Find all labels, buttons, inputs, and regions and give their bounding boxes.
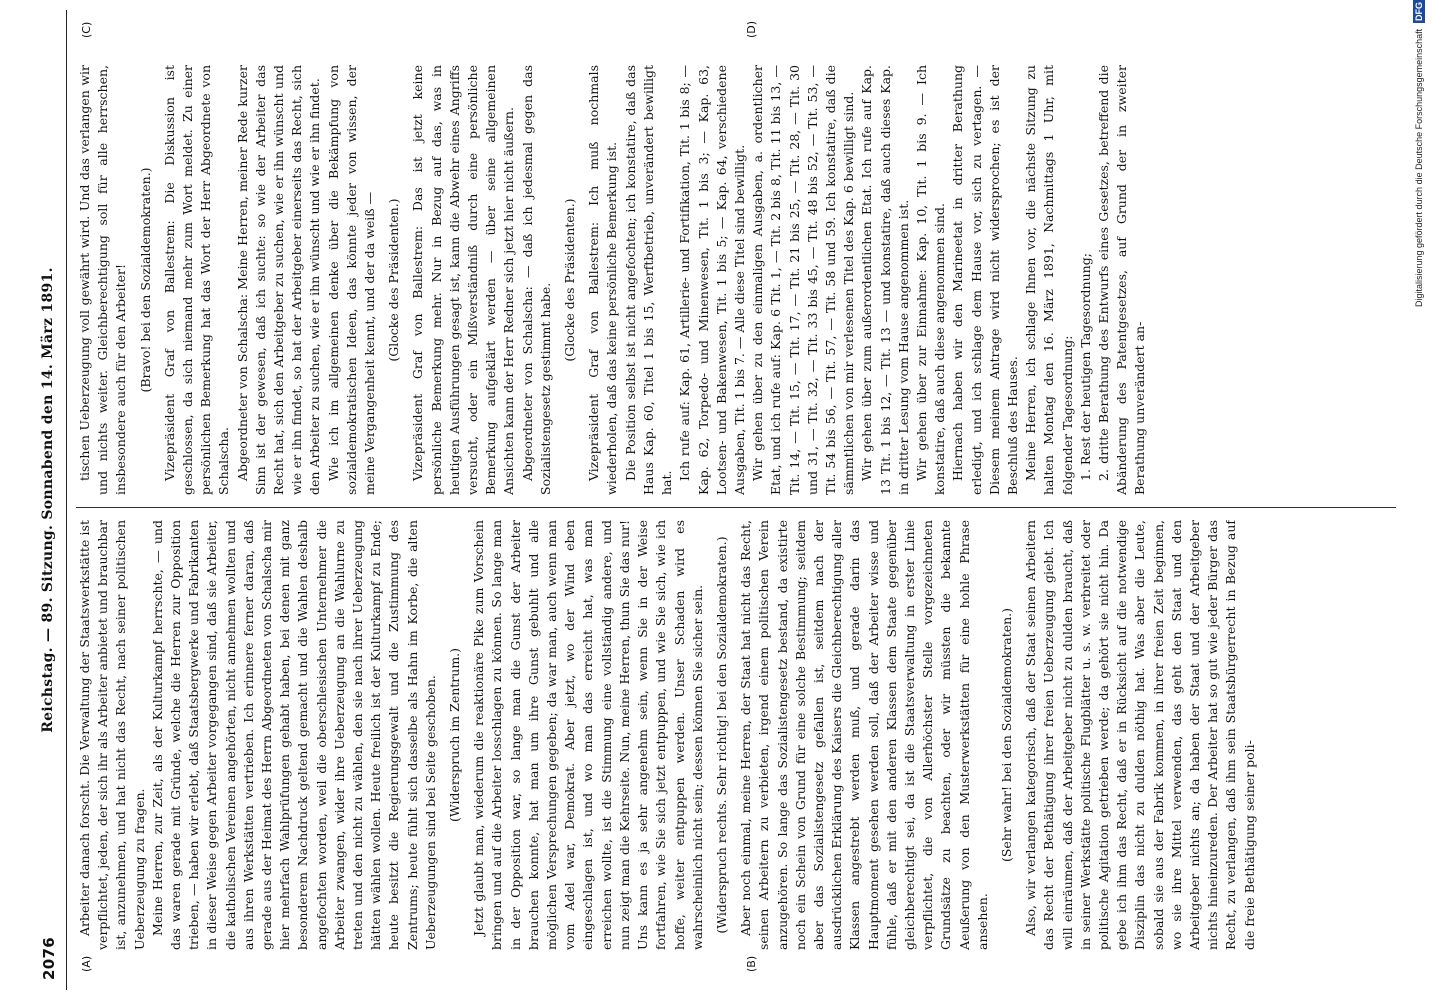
paragraph: Wie ich im allgemeinen denke über die Bekämpfung von sozialdemokratischen Ideen, das könnte jeder von wissen, der meine Vergangenheit kennt, und der da weiß — bbox=[325, 65, 378, 495]
interjection: (Widerspruch im Zentrum.) bbox=[447, 647, 463, 823]
paragraph: Wir gehen über zum außerordentlichen Etat. Ich rufe auf Kap. 13 Tit. 1 bis 12, — Tit. 13 — und konstatire, daß auch dieses Kap. in dritter Lesung vom Hause angenommen ist. bbox=[859, 65, 911, 495]
paragraph: Jetzt glaubt man, wiederum die reaktionäre Pike zum Vorschein bringen und auf die Arbeiter losschlagen zu können. So lange man in der Opposition war, so lange man die Gunst der Arbeiter brauchen konnte, hat man um ihre Gunst gebuhlt und alle möglichen Versprechungen gegeben; da war man, auch wenn man vom Adel war, Demokrat. Aber jetzt, wo der Wind eben eingeschlagen ist, und wo man das erreicht hat, was man erreichen wollte, ist die Stimmung eine vollständig andere, und nun zeigt man die Kehrseite. Nun, meine Herren, thun Sie das nur! Uns kann es ja sehr angenehm sein, wenn Sie in der Weise fortfahren, wie Sie sich jetzt entpuppen, und wie Sie sich, wie ich hoffe, weiter entpuppen werden. Unser Schaden wird es wahrscheinlich nicht sein; dessen können Sie sicher sein. bbox=[471, 520, 705, 950]
running-title: Reichstag. — 89. Sitzung. Sonnabend den 14. März 1891. bbox=[40, 267, 56, 733]
paragraph: Also, wir verlangen kategorisch, daß der Staat seinen Arbeitern das Recht der Bethätigung ihrer freien Ueberzeugung giebt. Ich will einräumen, daß der Arbeitgeber nicht zu dulden braucht, daß in seiner Werkstätte politische Flugblätter u. s. w. verbreitet oder politische Agitation getrieben werde; da gehört sie nicht hin. Da gebe ich ihm das Recht, daß er in Rücksicht auf die notwendige Disziplin das nicht zu dulden nöthig hat. Was aber die Leute, sobald sie aus der Fabrik kommen, in ihrer freien Zeit beginnen, wo sie ihre Mittel verwenden, das geht den Staat und den Arbeitgeber nichts an; da haben der Staat und der Arbeitgeber nichts hineinzureden. Der Arbeiter hat so gut wie jeder Bürger das Recht, zu verlangen, daß ihm sein Staatsbürgerrecht in Bezug auf die freie Bethätigung seiner poli- bbox=[1023, 520, 1257, 950]
paragraph: Arbeiter danach forscht. Die Verwaltung der Staatswerkstätte ist verpflichtet, jeden, der sich ihr als Arbeiter anbietet und brauchbar ist, anzunehmen, und hat nicht das Recht, nach seiner politischen Ueberzeugung zu fragen. bbox=[77, 520, 147, 950]
margin-marker-c: (C) bbox=[80, 21, 93, 38]
digitization-credit bbox=[1410, 0, 1428, 1000]
list-item: 2. dritte Berathung des Entwurfs eines Gesetzes, betreffend die Abänderung des Patentgesetzes, auf Grund der in zweiter Berathung unverändert an- bbox=[1095, 65, 1148, 495]
paragraph: Vizepräsident Graf von Ballestrem: Die Diskussion ist geschlossen, da sich niemand mehr zum Wort meldet. Zu einer persönlichen Bemerkung hat das Wort der Herr Abgeordnete von Schalscha. bbox=[161, 65, 232, 495]
running-header bbox=[38, 0, 68, 1000]
margin-marker-d: (D) bbox=[745, 20, 758, 38]
dfg-logo: DFG bbox=[1414, 2, 1424, 21]
interjection: (Bravo! bei den Sozialdemokraten.) bbox=[137, 167, 153, 393]
interjection: (Glocke des Präsidenten.) bbox=[562, 198, 578, 362]
paragraph: Vizepräsident Graf von Ballestrem: Das ist jetzt keine persönliche Bemerkung mehr. Nur in Bezug auf das, was in heutigen Ausführungen gesagt ist, kann die Abwehr eines Angriffs versucht, oder ein Mißverständniß durch eine persönliche Bemerkung aufgeklärt werden — über seine allgemeinen Ansichten kann der Herr Redner sich jetzt hier nicht äußern. bbox=[410, 65, 517, 495]
header-rule bbox=[66, 10, 67, 990]
list-item: 1. Rest der heutigen Tagesordnung; bbox=[1077, 253, 1093, 481]
text-column-left bbox=[76, 520, 1406, 950]
paragraph: Wir gehen über zur Einnahme: Kap. 10, Tit. 1 bis 9. — Ich konstatire, daß auch diese angenommen sind. bbox=[913, 65, 948, 495]
paragraph: Abgeordneter von Schalscha: Meine Herren, meiner Rede kurzer Sinn ist der gewesen, daß ich suchte: so wie der Arbeiter das Recht hat, sich den Arbeitgeber zu suchen, wie er ihn wünscht und wie er ihn findet, so hat der Arbeitgeber einerseits das Recht, sich den Arbeiter zu suchen, wie er ihn wünscht und wie er ihn findet. bbox=[234, 65, 323, 495]
paragraph: Vizepräsident Graf von Ballestrem: Ich muß nochmals wiederholen, daß das keine persönliche Bemerkung ist. bbox=[586, 65, 620, 495]
column-divider bbox=[76, 507, 1396, 508]
margin-marker-a: (A) bbox=[80, 955, 93, 972]
page-number: 2076 bbox=[40, 937, 58, 980]
paragraph: Die Position selbst ist nicht angefochten; ich konstatire, daß das Haus Kap. 60, Titel 1 bis 15, Werftbetrieb, unverändert bewilligt hat. bbox=[622, 65, 675, 495]
credit-text: Digitalisierung gefördert durch die Deutsche Forschungsgemeinschaft bbox=[1414, 29, 1424, 308]
paragraph: Ich rufe auf: Kap. 61, Artillerie- und Fortifikation, Tit. 1 bis 8; — Kap. 62, Torpedo- und Minenwesen, Tit. 1 bis 3; — Kap. 63, Lootsen- und Bakenwesen, Tit. 1 bis 5; — Kap. 64, verschiedene Ausgaben, Tit. 1 bis 7. — Alle diese Titel sind bewilligt. bbox=[677, 65, 747, 495]
paragraph: Hiernach haben wir den Marineetat in dritter Berathung erledigt, und ich schlage dem Hause vor, sich zu vertagen. — Diesem meinem Antrage wird nicht widersprochen; es ist der Beschluß des Hauses. bbox=[950, 65, 1020, 495]
paragraph: Meine Herren, ich schlage Ihnen vor, die nächste Sitzung zu halten Montag den 16. März 1891, Nachmittags 1 Uhr, mit folgender Tagesordnung: bbox=[1023, 65, 1075, 495]
paragraph: Abgeordneter von Schalscha: — daß ich jedesmal gegen das Sozialistengesetz gestimmt habe. bbox=[519, 65, 553, 495]
margin-marker-b: (B) bbox=[745, 955, 758, 972]
interjection: (Sehr wahr! bei den Sozialdemokraten.) bbox=[998, 607, 1014, 863]
paragraph: tischen Ueberzeugung voll gewährt wird. Und das verlangen wir und nichts weiter. Gleichberechtigung soll für alle herrschen, insbesondere auch für den Arbeiter! bbox=[77, 65, 129, 495]
text-column-right bbox=[76, 65, 1406, 495]
paragraph: Aber noch einmal, meine Herren, der Staat hat nicht das Recht, seinen Arbeitern zu verbieten, irgend einem politischen Verein anzugehören. So lange das Sozialistengesetz bestand, da existirte noch ein Schein von Grund für eine solche Bestimmung; seitdem aber das Sozialistengesetz gefallen ist, seitdem nach der ausdrücklichen Erklärung des Kaisers die Gleichberechtigung aller Klassen angestrebt werden muß, und gerade darin das Hauptmoment gesehen werden soll, daß der Arbeiter wisse und fühle, daß er mit den anderen Klassen dem Staate gegenüber gleichberechtigt sei, da ist die Staatsverwaltung in erster Linie verpflichtet, die von Allerhöchster Stelle vorgezeichneten Grundsätze zu beachten, oder wir müssten die bekannte Aeußerung von den Musterwerkstätten für eine hohle Phrase ansehen. bbox=[738, 520, 990, 950]
interjection: (Widerspruch rechts. Sehr richtig! bei den Sozialdemokraten.) bbox=[713, 536, 729, 934]
paragraph: Meine Herren, zur Zeit, als der Kulturkampf herrschte, — und das waren gerade mit Gründe, welche die Herren zur Opposition trieben, — haben wir erlebt, daß Staatsbergwerke und Fabrikanten in dieser Weise gegen Arbeiter vorgegangen sind, daß sie Arbeiter, die katholischen Vereinen angehörten, nicht annehmen wollten und aus ihren Werkstätten vertrieben. Ich erinnere ferner daran, daß gerade aus der Heimat des Herrn Abgeordneten von Schalscha mir hier mehrfach Wahlprüfungen gehabt haben, bei denen mit ganz besonderem Nachdruck geltend gemacht und die Wahlen deshalb angefochten worden, weil die oberschlesischen Unternehmer die Arbeiter zwangen, wider ihre Ueberzeugung an die Wahlurne zu treten und den nicht zu wählen, den sie nach ihrer Ueberzeugung hätten wählen wollen. Heute freilich ist der Kulturkampf zu Ende; heute besitzt die Regierungsgewalt und die Zustimmung des Zentrums; heute fühlt sich dasselbe als Hahn im Korbe, die alten Ueberzeugungen sind bei Seite geschoben. bbox=[149, 520, 438, 950]
paragraph: Wir gehen über zu den einmaligen Ausgaben, a. ordentlicher Etat, und ich rufe auf: Kap. 6 Tit. 1, — Tit. 2 bis 8, Tit. 11 bis 13, — Tit. 14, — Tit. 15, — Tit. 17, — Tit. 21 bis 25, — Tit. 28, — Tit. 30 und 31, — Tit. 32, — Tit. 33 bis 45, — Tit. 48 bis 52, — Tit. 53, — Tit. 54 bis 56, — Tit. 57, — Tit. 58 und 59. Ich konstatire, daß die sämmtlichen von mir verlesenen Titel des Kap. 6 bewilligt sind. bbox=[750, 65, 857, 495]
interjection: (Glocke des Präsidenten.) bbox=[386, 198, 402, 362]
